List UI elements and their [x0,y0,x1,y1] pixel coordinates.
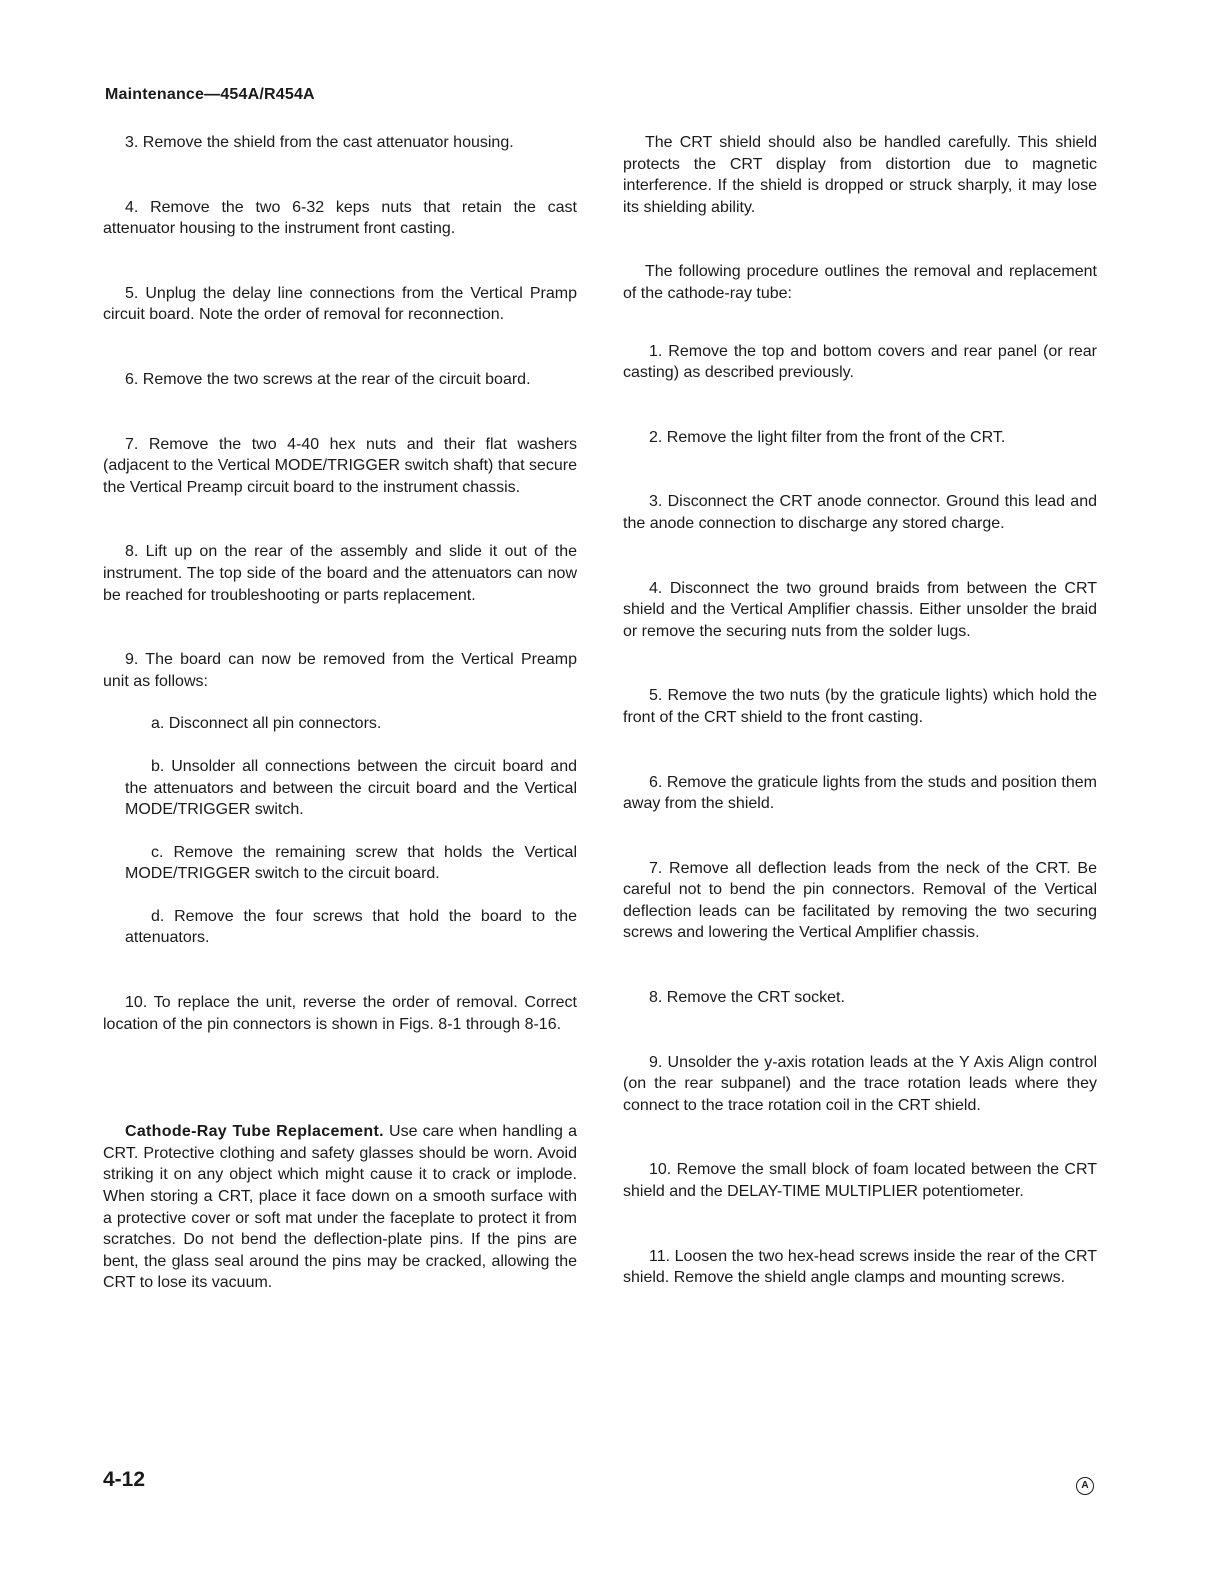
step-5: 5. Unplug the delay line connections from the Vertical Pramp circuit board. Note the order of removal for reconnection. [103,284,577,324]
procedure-intro: The following procedure outlines the removal and replacement of the cathode-ray tube: [623,263,1097,302]
step-6: 6. Remove the two screws at the rear of the circuit board. [125,370,531,388]
crt-step-11: 11. Loosen the two hex-head screws inside the rear of the CRT shield. Remove the shield angle clamps and mounting screws. [623,1247,1097,1287]
crt-step-1: 1. Remove the top and bottom covers and rear panel (or rear casting) as described previously. [623,342,1097,382]
step-9: 9. The board can now be removed from the Vertical Preamp unit as follows: [103,651,577,690]
shield-note: The CRT shield should also be handled carefully. This shield protects the CRT display from distortion due to magnetic interference. If the shield is dropped or struck sharply, it may lose its shielding ability. [623,134,1097,216]
step-10: 10. To replace the unit, reverse the order of removal. Correct location of the pin connectors is shown in Figs. 8-1 through 8-16. [103,994,577,1033]
crt-step-10: 10. Remove the small block of foam located between the CRT shield and the DELAY-TIME MULTIPLIER potentiometer. [623,1161,1097,1201]
left-column [103,132,577,1294]
crt-step-9: 9. Unsolder the y-axis rotation leads at the Y Axis Align control (on the rear subpanel) and the trace rotation leads where they connect to the trace rotation coil in the CRT shield. [623,1053,1097,1114]
crt-step-5: 5. Remove the two nuts (by the graticule lights) which hold the front of the CRT shield to the front casting. [623,687,1097,726]
crt-step-7: 7. Remove all deflection leads from the neck of the CRT. Be careful not to bend the pin connectors. Removal of the Vertical deflection leads can be facilitated by removing the two securing screws and lowering the Vertical Amplifier chassis. [623,859,1097,942]
step-8: 8. Lift up on the rear of the assembly and slide it out of the instrument. The top side of the board and the attenuators can now be reached for troubleshooting or parts replacement. [103,543,577,604]
page-number: 4-12 [103,1468,146,1491]
crt-step-4: 4. Disconnect the two ground braids from between the CRT shield and the Vertical Amplifier chassis. Either unsolder the braid or remove the securing nuts from the solder lugs. [623,579,1097,640]
crt-step-6: 6. Remove the graticule lights from the studs and position them away from the shield. [623,773,1097,813]
revision-mark-icon: A [1076,1477,1094,1495]
step-9a: a. Disconnect all pin connectors. [151,715,382,733]
crt-step-2: 2. Remove the light filter from the front of the CRT. [649,428,1006,446]
step-3: 3. Remove the shield from the cast attenuator housing. [125,134,514,151]
step-4: 4. Remove the two 6-32 keps nuts that retain the cast attenuator housing to the instrument front casting. [103,198,577,238]
right-column [623,132,1097,1289]
crt-replacement-heading: Cathode-Ray Tube Replacement. [125,1123,384,1141]
step-9b: b. Unsolder all connections between the circuit board and the attenuators and between the circuit board and the Vertical MODE/TRIGGER switch. [125,757,577,819]
crt-replacement-paragraph [103,1121,577,1294]
crt-replacement-text: Use care when handling a CRT. Protective clothing and safety glasses should be worn. Avoid striking it on any object which might cause it to crack or implode. When storing a CRT, place it face down on a smooth surface with a protective cover or soft mat under the faceplate to protect it from scratches. Do not bend the deflection-plate pins. If the pins are bent, the glass seal around the pins may be cracked, allowing the CRT to lose its vacuum. [103,1123,577,1292]
crt-step-3: 3. Disconnect the CRT anode connector. Ground this lead and the anode connection to discharge any stored charge. [623,493,1097,532]
step-9d: d. Remove the four screws that hold the board to the attenuators. [125,907,577,947]
page-header: Maintenance—454A/R454A [105,86,315,103]
step-9c: c. Remove the remaining screw that holds the Vertical MODE/TRIGGER switch to the circuit board. [125,843,577,883]
step-7: 7. Remove the two 4-40 hex nuts and their flat washers (adjacent to the Vertical MODE/TRIGGER switch shaft) that secure the Vertical Preamp circuit board to the instrument chassis. [103,435,577,496]
crt-step-8: 8. Remove the CRT socket. [649,989,845,1007]
